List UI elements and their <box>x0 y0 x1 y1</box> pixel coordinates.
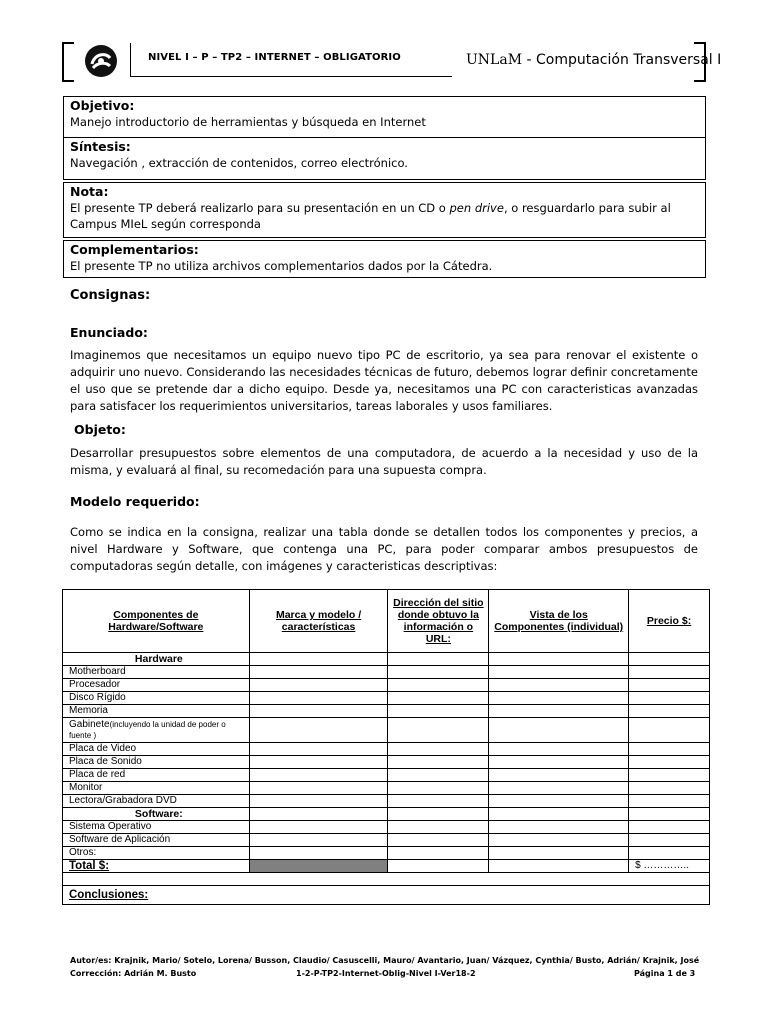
header-title: NIVEL I – P – TP2 – INTERNET – OBLIGATORIO <box>148 52 401 63</box>
row-label: Memoria <box>63 705 250 718</box>
complementarios-title: Complementarios: <box>70 242 199 257</box>
table-row <box>63 692 710 705</box>
row-label: Disco Rígido <box>63 692 250 705</box>
objeto-heading: Objeto: <box>74 422 126 437</box>
footer-page: Página 1 de 3 <box>634 969 696 978</box>
objeto-text: Desarrollar presupuestos sobre elementos de una computadora, de acuerdo a la necesidad y uso de la misma, y evaluará al final, su recomedación para una supuesta compra. <box>70 446 698 477</box>
table-row <box>63 821 710 834</box>
total-label: Total $: <box>63 860 250 873</box>
nota-text-a: El presente TP deberá realizarlo para su presentación en un CD o <box>70 201 450 215</box>
table-row <box>63 666 710 679</box>
objetivo-box <box>63 96 706 138</box>
complementarios-text: El presente TP no utiliza archivos complementarios dados por la Cátedra. <box>70 259 493 273</box>
objetivo-title: Objetivo: <box>70 98 135 113</box>
nota-text-italic: pen drive <box>449 201 504 215</box>
row-label: Procesador <box>63 679 250 692</box>
total-value: $ ………….. <box>629 860 710 873</box>
row-label: Placa de Video <box>63 743 250 756</box>
consignas-heading: Consignas: <box>70 288 151 303</box>
col-header-precio: Precio $: <box>629 590 710 653</box>
gabinete-label: Gabinete <box>69 719 110 730</box>
table-row <box>63 756 710 769</box>
gabinete-note: (incluyendo la unidad de poder o fuente ) <box>69 720 226 740</box>
nota-box <box>63 182 706 238</box>
row-label: Otros: <box>63 847 250 860</box>
total-shaded-cell <box>249 860 388 873</box>
col-header-componentes: Componentes de Hardware/Software <box>63 590 250 653</box>
hardware-label: Hardware <box>63 653 250 666</box>
col-header-vista: Vista de los Componentes (individual) <box>489 590 629 653</box>
row-label: Software de Aplicación <box>63 834 250 847</box>
nota-text-b: , o resguardarlo para subir al Campus MIeL según corresponda <box>70 201 671 231</box>
nota-title: Nota: <box>70 184 109 199</box>
table-row <box>63 769 710 782</box>
table-row <box>63 705 710 718</box>
software-label: Software: <box>63 808 250 821</box>
nota-text <box>70 200 699 232</box>
table-row <box>63 847 710 860</box>
row-label: Lectora/Grabadora DVD <box>63 795 250 808</box>
row-label: Motherboard <box>63 666 250 679</box>
table-header-row <box>63 590 710 653</box>
table-row <box>63 679 710 692</box>
spacer-row <box>63 873 710 886</box>
table-row <box>63 718 710 743</box>
footer-code: 1-2-P-TP2-Internet-Oblig-Nivel I-Ver18-2 <box>296 969 476 978</box>
footer-correccion: Corrección: Adrián M. Busto <box>70 969 197 978</box>
header-institution: UNLaM <box>466 52 523 68</box>
conclusiones-label: Conclusiones: <box>63 886 710 905</box>
table-row <box>63 808 710 821</box>
header-underline <box>130 76 452 77</box>
table-row <box>63 834 710 847</box>
header-bracket-left <box>62 42 74 82</box>
table-row <box>63 795 710 808</box>
col-header-marca: Marca y modelo / características <box>249 590 388 653</box>
total-row <box>63 860 710 873</box>
modelo-heading: Modelo requerido: <box>70 494 200 509</box>
modelo-text: Como se indica en la consigna, realizar una tabla donde se detallen todos los componentes y precios, a nivel Hardware y Software, que contenga una PC, para poder comparar ambos presupuestos de computadoras según detalle, con imágenes y caracteristicas descriptivas: <box>70 525 698 573</box>
table-row <box>63 743 710 756</box>
components-table <box>62 589 710 905</box>
footer-authors: Autor/es: Krajnik, Mario/ Sotelo, Lorena/ Busson, Claudio/ Casuscelli, Mauro/ Avantario, Juan/ Vázquez, Cynthia/ Busto, Adrián/ Krajnik, José <box>70 956 700 965</box>
table-row <box>63 782 710 795</box>
col-header-url: Dirección del sitio donde obtuvo la información o URL: <box>388 590 489 653</box>
complementarios-box <box>63 240 706 278</box>
sintesis-box <box>63 138 706 180</box>
enunciado-text: Imaginemos que necesitamos un equipo nuevo tipo PC de escritorio, ya sea para renovar el existente o adquirir uno nuevo. Considerando las necesidades técnicas de futuro, debemos lograr definir concretamente el uso que se pretende dar a dicho equipo. Desde ya, necesitamos una PC con caracteristicas avanzadas para satisfacer los requerimientos universitarios, tareas laborales y usos familiares. <box>70 348 698 413</box>
table-row <box>63 653 710 666</box>
sintesis-title: Síntesis: <box>70 139 131 154</box>
enunciado-heading: Enunciado: <box>70 325 148 340</box>
header-course-name: - Computación Transversal I <box>522 52 722 68</box>
header-course <box>466 52 721 68</box>
unlam-logo-icon <box>84 44 118 78</box>
row-label: Sistema Operativo <box>63 821 250 834</box>
row-label: Placa de Sonido <box>63 756 250 769</box>
row-label: Placa de red <box>63 769 250 782</box>
conclusiones-row <box>63 886 710 905</box>
objetivo-text: Manejo introductorio de herramientas y búsqueda en Internet <box>70 115 426 129</box>
header-divider <box>130 43 131 77</box>
row-label: Monitor <box>63 782 250 795</box>
row-label-gabinete <box>63 718 250 743</box>
sintesis-text: Navegación , extracción de contenidos, correo electrónico. <box>70 156 408 170</box>
